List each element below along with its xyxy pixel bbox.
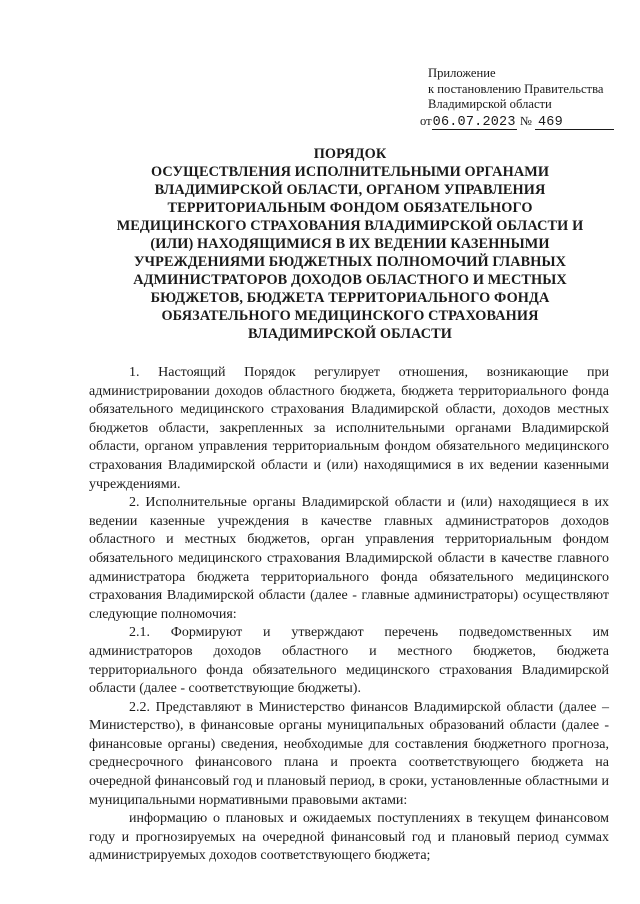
title-line: ПОРЯДОК: [313, 146, 387, 162]
title-line: ОСУЩЕСТВЛЕНИЯ ИСПОЛНИТЕЛЬНЫМИ ОРГАНАМИ: [150, 164, 550, 180]
title-line: УЧРЕЖДЕНИЯМИ БЮДЖЕТНЫХ ПОЛНОМОЧИЙ ГЛАВНЫХ: [133, 254, 567, 270]
paragraph-2: 2. Исполнительные органы Владимирской области и (или) находящиеся в их ведении казенные учреждения в качестве главных администраторов доходов областного и местных бюджетов, орган управления территориальным фондом обязательного медицинского страхования Владимирской области в качестве главного администратора бюджета территориального фонда обязательного медицинского страхования Владимирской области (далее - главные администраторы) осуществляют следующие полномочия:: [89, 495, 609, 622]
title-line: ВЛАДИМИРСКОЙ ОБЛАСТИ, ОРГАНОМ УПРАВЛЕНИЯ: [154, 182, 546, 198]
title-line: БЮДЖЕТОВ, БЮДЖЕТА ТЕРРИТОРИАЛЬНОГО ФОНДА: [150, 290, 550, 306]
paragraph-2-1: 2.1. Формируют и утверждают перечень подведомственных им администраторов доходов областного и местного бюджетов, бюджета территориального фонда обязательного медицинского страхования Владимирской области (далее - соответствующие бюджеты).: [89, 625, 609, 697]
resolution-number: 469: [535, 116, 614, 130]
title-line: АДМИНИСТРАТОРОВ ДОХОДОВ ОБЛАСТНОГО И МЕСТНЫХ: [133, 272, 567, 288]
appendix-label: Приложение: [428, 66, 496, 80]
date-prefix: от: [420, 113, 432, 128]
title-line: ВЛАДИМИРСКОЙ ОБЛАСТИ: [247, 326, 453, 342]
document-title: [80, 145, 620, 343]
appendix-region-line: Владимирской области: [428, 97, 552, 112]
paragraph-1: 1. Настоящий Порядок регулирует отношения, возникающие при администрировании доходов областного бюджета, бюджета территориального фонда обязательного медицинского страхования Владимирской области, доходов местных бюджетов области, закрепленных за исполнительными органами Владимирской области, органом управления территориальным фондом обязательного медицинского страхования Владимирской области и (или) находящимися в их ведении казенными учреждениями.: [89, 365, 609, 492]
appendix-date-line: [420, 114, 620, 130]
title-line: ТЕРРИТОРИАЛЬНЫМ ФОНДОМ ОБЯЗАТЕЛЬНОГО: [167, 200, 533, 216]
document-body: [89, 364, 609, 866]
appendix-block: [420, 66, 628, 130]
title-line: ОБЯЗАТЕЛЬНОГО МЕДИЦИНСКОГО СТРАХОВАНИЯ: [161, 308, 539, 324]
paragraph-2-2: 2.2. Представляют в Министерство финансов Владимирской области (далее – Министерство), в финансовые органы муниципальных образований области (далее - финансовые органы) сведения, необходимые для составления бюджетного прогноза, среднесрочного финансового плана и проекта соответствующего бюджета на очередной финансовый год и плановый период, в сроки, установленные областными и муниципальными нормативными правовыми актами:: [89, 699, 609, 808]
title-line: МЕДИЦИНСКОГО СТРАХОВАНИЯ ВЛАДИМИРСКОЙ ОБЛАСТИ И: [116, 218, 584, 234]
appendix-resolution-line: к постановлению Правительства: [428, 81, 604, 96]
resolution-date: 06.07.2023: [432, 114, 516, 130]
title-line: (ИЛИ) НАХОДЯЩИМИСЯ В ИХ ВЕДЕНИИ КАЗЕННЫМИ: [150, 236, 550, 252]
paragraph-2-2-item: информацию о плановых и ожидаемых поступлениях в текущем финансовом году и прогнозируемых на очередной финансовый год и плановый период суммах администрируемых доходов соответствующего бюджета;: [89, 811, 609, 864]
number-sign: №: [519, 113, 532, 128]
